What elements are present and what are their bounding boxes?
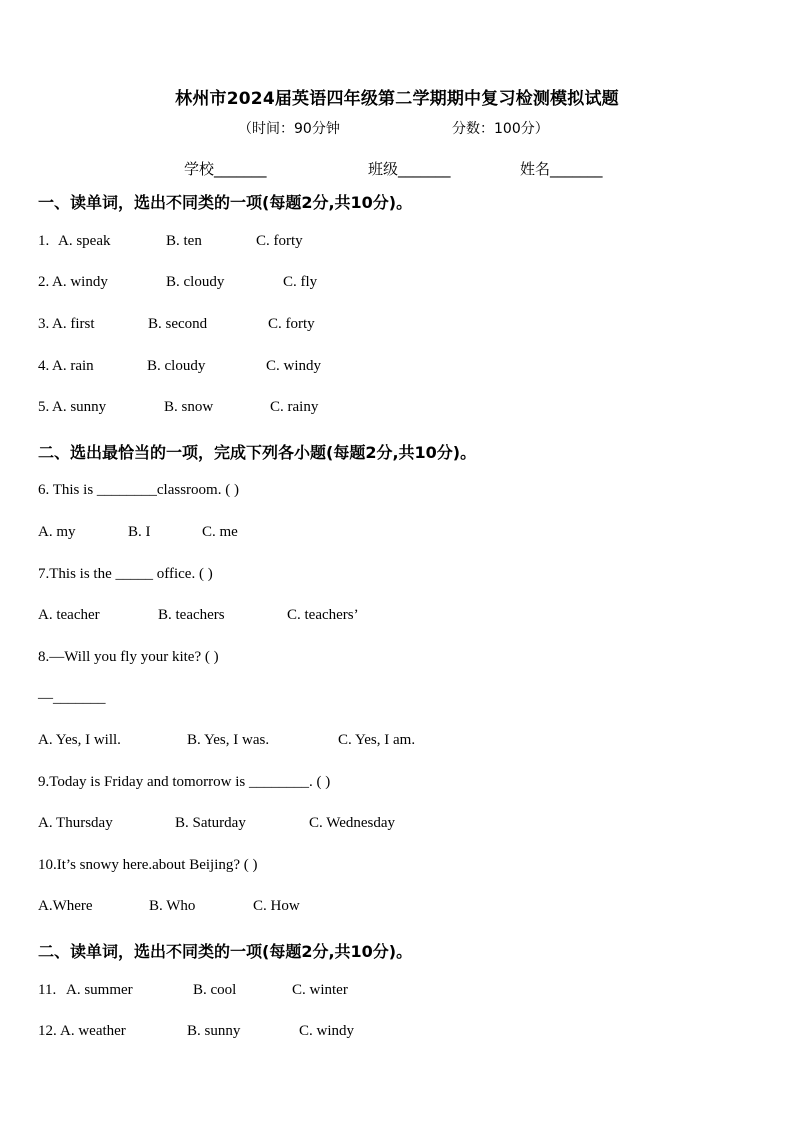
option-b: B. Yes, I was. xyxy=(187,732,270,748)
option-b: B. snow xyxy=(164,399,214,415)
option-b: B. teachers xyxy=(158,607,225,623)
option-c: C. windy xyxy=(266,358,322,374)
question-number: 5. xyxy=(38,399,50,415)
question-6-options xyxy=(38,524,238,541)
question-8-stem: 8.—Will you fly your kite? ( ) xyxy=(38,649,219,665)
question-number: 3. xyxy=(38,316,50,332)
option-b: B. cool xyxy=(193,982,237,998)
section-2-heading: 二、选出最恰当的一项，完成下列各小题(每题2分,共10分)。 xyxy=(38,443,477,462)
option-b: B. cloudy xyxy=(147,358,206,374)
option-c: C. Yes, I am. xyxy=(338,732,416,748)
option-a: A.Where xyxy=(38,898,93,914)
option-c: C. teachers’ xyxy=(287,607,359,623)
question-number: 4. xyxy=(38,358,50,374)
question-6-stem: 6. This is ________classroom. ( ) xyxy=(38,482,239,498)
question-12 xyxy=(38,1023,355,1040)
question-7-options xyxy=(38,607,359,624)
exam-time: （时间：90分钟 xyxy=(238,121,340,137)
question-10-stem: 10.It’s snowy here.about Beijing? ( ) xyxy=(38,857,258,873)
section-3-heading: 二、读单词，选出不同类的一项(每题2分,共10分)。 xyxy=(38,942,413,961)
name-field: 姓名_______ xyxy=(520,160,603,178)
option-b: B. ten xyxy=(166,233,202,249)
question-9-stem: 9.Today is Friday and tomorrow is ________. ( ) xyxy=(38,774,331,790)
option-a: A. my xyxy=(38,524,76,540)
option-c: C. forty xyxy=(256,233,303,249)
option-c: C. How xyxy=(253,898,300,914)
option-a: A. windy xyxy=(52,274,108,290)
section-1-heading: 一、读单词，选出不同类的一项(每题2分,共10分)。 xyxy=(38,193,413,212)
option-a: A. Yes, I will. xyxy=(38,732,121,748)
option-c: C. forty xyxy=(268,316,315,332)
question-11 xyxy=(38,982,348,999)
option-b: B. I xyxy=(128,524,151,540)
question-3 xyxy=(38,316,315,333)
option-a: A. first xyxy=(52,316,95,332)
option-a: A. weather xyxy=(60,1023,126,1039)
option-c: C. fly xyxy=(283,274,318,290)
question-number: 11. xyxy=(38,982,57,998)
option-a: A. rain xyxy=(52,358,94,374)
question-7-stem: 7.This is the _____ office. ( ) xyxy=(38,566,213,582)
question-number: 1. xyxy=(38,233,50,249)
question-9-options xyxy=(38,815,396,832)
option-c: C. rainy xyxy=(270,399,319,415)
exam-title: 林州市2024届英语四年级第二学期期中复习检测模拟试题 xyxy=(175,89,619,109)
option-b: B. second xyxy=(148,316,208,332)
option-c: C. Wednesday xyxy=(309,815,396,831)
question-5 xyxy=(38,399,319,416)
option-b: B. sunny xyxy=(187,1023,241,1039)
class-field: 班级_______ xyxy=(368,160,451,178)
option-b: B. cloudy xyxy=(166,274,225,290)
option-c: C. me xyxy=(202,524,238,540)
option-c: C. windy xyxy=(299,1023,355,1039)
option-a: A. teacher xyxy=(38,607,100,623)
question-1 xyxy=(38,233,303,250)
option-b: B. Who xyxy=(149,898,196,914)
question-number: 12. xyxy=(38,1023,57,1039)
exam-score: 分数：100分） xyxy=(452,121,549,137)
question-2 xyxy=(38,274,318,291)
option-a: A. Thursday xyxy=(38,815,113,831)
school-field: 学校_______ xyxy=(184,160,267,178)
option-b: B. Saturday xyxy=(175,815,246,831)
question-8-options xyxy=(38,732,416,749)
option-a: A. speak xyxy=(58,233,111,249)
option-a: A. summer xyxy=(66,982,133,998)
question-8-answer-blank: —_______ xyxy=(38,690,106,706)
question-number: 2. xyxy=(38,274,50,290)
option-a: A. sunny xyxy=(52,399,107,415)
question-10-options xyxy=(38,898,300,915)
option-c: C. winter xyxy=(292,982,348,998)
question-4 xyxy=(38,358,322,375)
